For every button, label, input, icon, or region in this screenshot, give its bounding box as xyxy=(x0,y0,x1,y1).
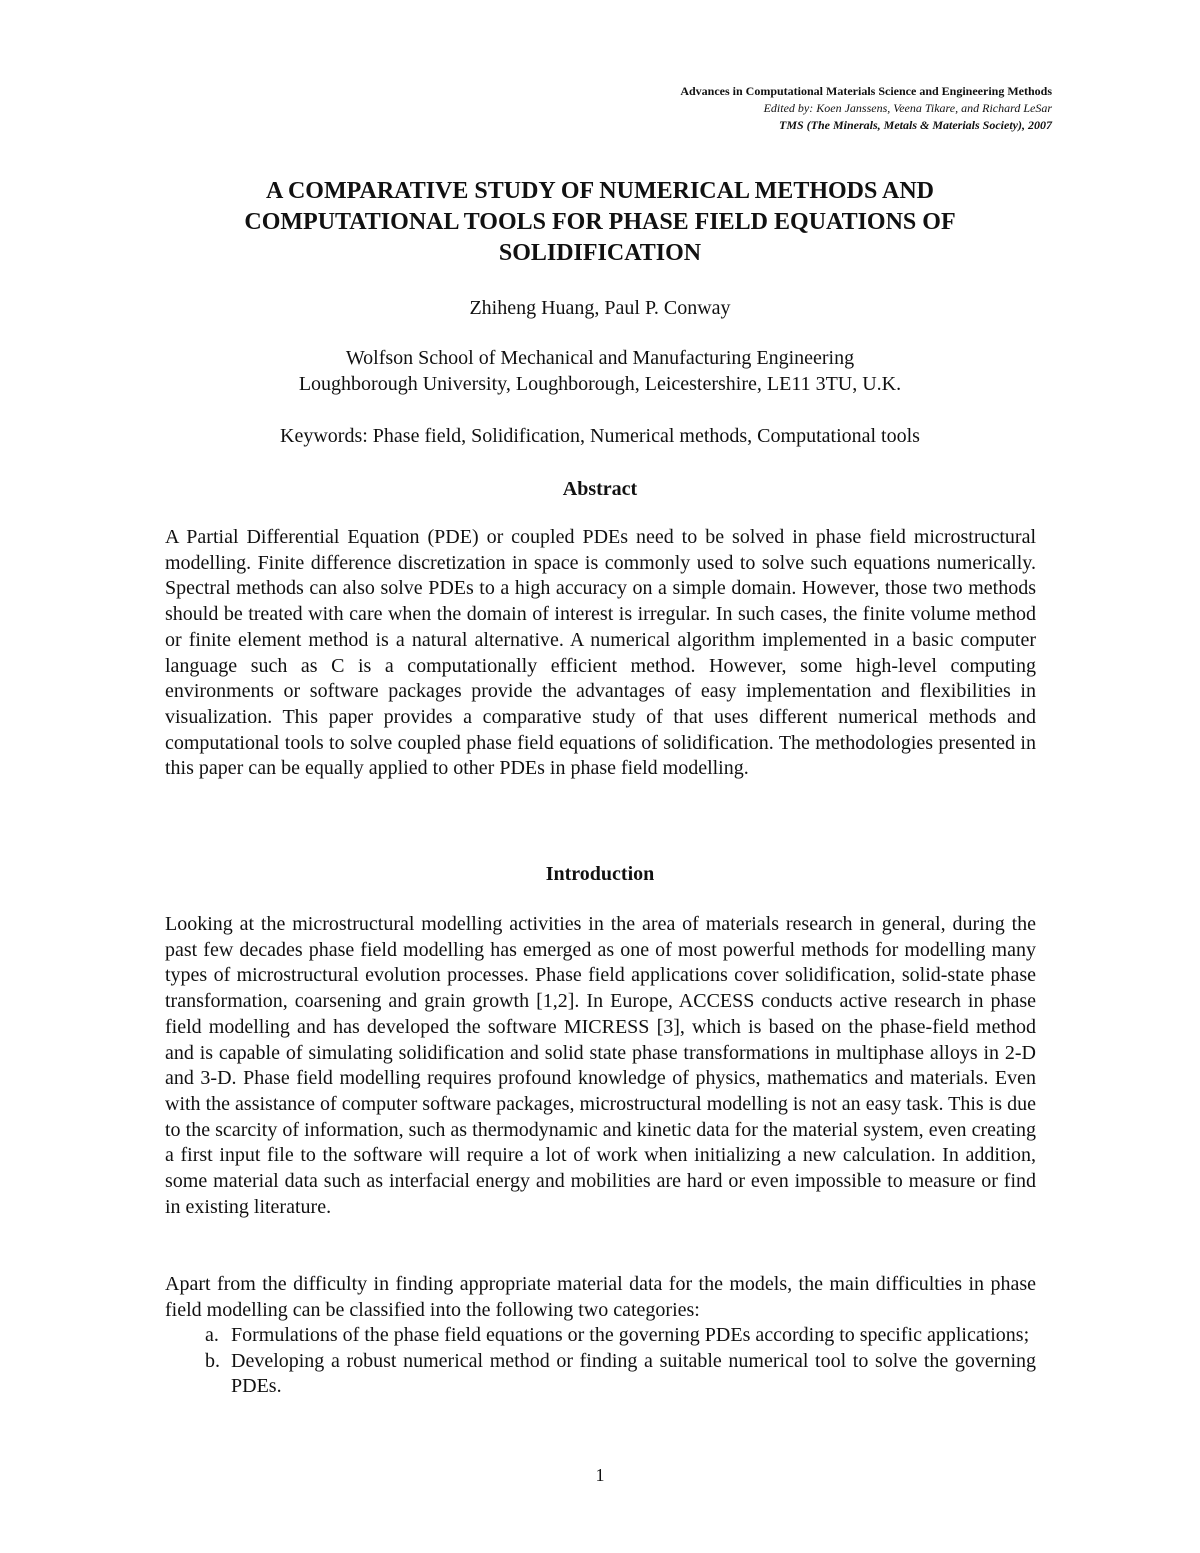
page-number: 1 xyxy=(595,1465,605,1485)
list-item-text: Developing a robust numerical method or finding a suitable numerical tool to solve the governing PDEs. xyxy=(231,1349,1036,1398)
introduction-paragraph-1: Looking at the microstructural modelling activities in the area of materials research in general, during the past few decades phase field modelling has emerged as one of most powerful methods for modelling many types of microstructural evolution processes. Phase field applications cover solidification, solid-state phase transformation, coarsening and grain growth [1,2]. In Europe, ACCESS conducts active research in phase field modelling and has developed the software MICRESS [3], which is based on the phase-field method and is capable of simulating solidification and solid state phase transformations in multiphase alloys in 2-D and 3-D. Phase field modelling requires profound knowledge of physics, mathematics and materials. Even with the assistance of computer software packages, microstructural modelling is not an easy task. This is due to the scarcity of information, such as thermodynamic and kinetic data for the material system, even creating a first input file to the software will require a lot of work when initializing a new calculation. In addition, some material data such as interfacial energy and mobilities are hard or even impossible to measure or find in existing literature. xyxy=(165,913,1036,1218)
header-book-title: Advances in Computational Materials Science and Engineering Methods xyxy=(680,84,1052,98)
list-item xyxy=(165,1323,1036,1349)
affiliation-line-1: Wolfson School of Mechanical and Manufacturing Engineering xyxy=(345,347,855,369)
affiliation xyxy=(165,345,1035,397)
introduction-heading: Introduction xyxy=(545,863,655,885)
paper-title: A COMPARATIVE STUDY OF NUMERICAL METHODS AND COMPUTATIONAL TOOLS FOR PHASE FIELD EQUATIONS OF SOLIDIFICATION xyxy=(244,178,956,266)
list-item xyxy=(165,1349,1036,1400)
keywords: Keywords: Phase field, Solidification, Numerical methods, Computational tools xyxy=(280,425,920,447)
abstract-text: A Partial Differential Equation (PDE) or coupled PDEs need to be solved in phase field microstructural modelling. Finite difference discretization in space is commonly used to solve such equations numerically. Spectral methods can also solve PDEs to a high accuracy on a simple domain. However, those two methods should be treated with care when the domain of interest is irregular. In such cases, the finite volume method or finite element method is a natural alternative. A numerical algorithm implemented in a basic computer language such as C is a computationally efficient method. However, some high-level computing environments or software packages provide the advantages of easy implementation and flexibilities in visualization. This paper provides a comparative study of that uses different numerical methods and computational tools to solve coupled phase field equations of solidification. The methodologies presented in this paper can be equally applied to other PDEs in phase field modelling. xyxy=(165,526,1036,780)
header-publisher: TMS (The Minerals, Metals & Materials Society), 2007 xyxy=(779,118,1052,132)
introduction-paragraph-2: Apart from the difficulty in finding appropriate material data for the models, the main difficulties in phase field modelling can be classified into the following two categories: xyxy=(165,1273,1036,1321)
abstract-heading: Abstract xyxy=(562,478,638,500)
header-editors: Edited by: Koen Janssens, Veena Tikare, and Richard LeSar xyxy=(763,101,1052,115)
list-marker: a. xyxy=(205,1324,219,1346)
affiliation-line-2: Loughborough University, Loughborough, Leicestershire, LE11 3TU, U.K. xyxy=(298,373,902,395)
list-marker: b. xyxy=(205,1349,220,1372)
running-header xyxy=(680,83,1052,134)
difficulties-list xyxy=(165,1323,1036,1400)
authors: Zhiheng Huang, Paul P. Conway xyxy=(469,297,731,319)
list-item-text: Formulations of the phase field equations or the governing PDEs according to specific applications; xyxy=(231,1324,1030,1346)
